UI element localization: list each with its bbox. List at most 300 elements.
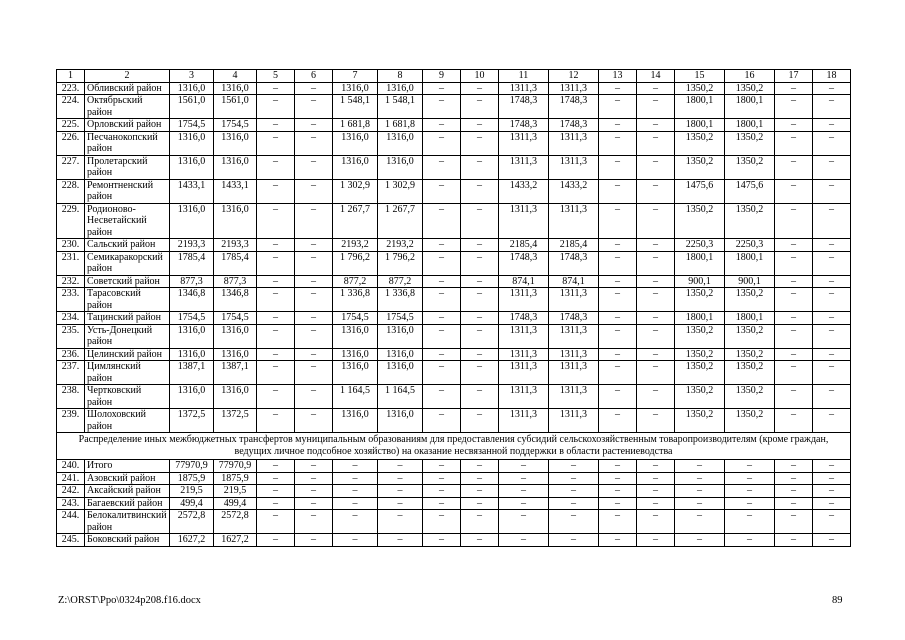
value-cell: 1316,0 [333, 82, 378, 95]
value-cell: – [499, 497, 549, 510]
table-row [57, 179, 851, 203]
value-cell: – [637, 95, 675, 119]
district-name-cell: Багаевский район [85, 497, 170, 510]
section-heading: Распределение иных межбюджетных трансфертов муниципальным образованиям для предоставления субсидий сельскохозяйственным товаропроизводителям (кроме граждан, ведущих личное подсобное хозяйство) на оказание несвязанной поддержки в области растениеводства [57, 433, 851, 460]
value-cell: – [725, 534, 775, 547]
table-row [57, 361, 851, 385]
value-cell: – [461, 324, 499, 348]
district-name-cell: Пролетарский район [85, 155, 170, 179]
value-cell: – [333, 497, 378, 510]
district-name-cell: Боковский район [85, 534, 170, 547]
value-cell: – [295, 288, 333, 312]
row-number-cell: 227. [57, 155, 85, 179]
row-number-cell: 245. [57, 534, 85, 547]
value-cell: – [813, 361, 851, 385]
value-cell: 1 302,9 [378, 179, 423, 203]
value-cell: – [813, 179, 851, 203]
value-cell: – [549, 460, 599, 473]
value-cell: – [637, 460, 675, 473]
value-cell: – [637, 131, 675, 155]
value-cell: – [775, 82, 813, 95]
value-cell: 1 336,8 [333, 288, 378, 312]
district-name-cell: Песчанокопский район [85, 131, 170, 155]
value-cell: 1316,0 [333, 324, 378, 348]
value-cell: – [461, 95, 499, 119]
row-number-cell: 243. [57, 497, 85, 510]
value-cell: 1311,3 [549, 348, 599, 361]
value-cell: – [775, 95, 813, 119]
budget-table [56, 69, 851, 547]
value-cell: – [423, 361, 461, 385]
value-cell: – [333, 460, 378, 473]
value-cell: 1311,3 [499, 348, 549, 361]
value-cell: 1785,4 [170, 251, 214, 275]
value-cell: – [813, 472, 851, 485]
value-cell: 1316,0 [333, 348, 378, 361]
value-cell: 1372,5 [214, 409, 257, 433]
value-cell: – [423, 460, 461, 473]
value-cell: – [333, 510, 378, 534]
value-cell: 1350,2 [725, 82, 775, 95]
value-cell: – [461, 275, 499, 288]
value-cell: – [813, 497, 851, 510]
value-cell: 1350,2 [725, 348, 775, 361]
row-number-cell: 235. [57, 324, 85, 348]
value-cell: – [599, 155, 637, 179]
value-cell: – [813, 155, 851, 179]
value-cell: – [775, 460, 813, 473]
value-cell: 77970,9 [170, 460, 214, 473]
value-cell: 1316,0 [378, 82, 423, 95]
value-cell: – [599, 131, 637, 155]
header-cell: 14 [637, 70, 675, 83]
value-cell: – [295, 119, 333, 132]
value-cell: – [461, 179, 499, 203]
value-cell: – [813, 275, 851, 288]
value-cell: – [813, 82, 851, 95]
value-cell: – [423, 348, 461, 361]
table-body [57, 70, 851, 547]
value-cell: – [257, 251, 295, 275]
value-cell: – [637, 312, 675, 325]
value-cell: – [813, 312, 851, 325]
value-cell: 1316,0 [378, 361, 423, 385]
table-row [57, 485, 851, 498]
row-number-cell: 239. [57, 409, 85, 433]
value-cell: 1 548,1 [378, 95, 423, 119]
value-cell: 1800,1 [675, 251, 725, 275]
value-cell: – [295, 485, 333, 498]
value-cell: – [549, 534, 599, 547]
value-cell: 1800,1 [725, 251, 775, 275]
value-cell: 1350,2 [725, 385, 775, 409]
value-cell: 1 548,1 [333, 95, 378, 119]
header-cell: 13 [599, 70, 637, 83]
value-cell: 877,3 [214, 275, 257, 288]
value-cell: 1433,1 [214, 179, 257, 203]
value-cell: – [813, 534, 851, 547]
value-cell: 1350,2 [675, 409, 725, 433]
value-cell: 1387,1 [170, 361, 214, 385]
value-cell: – [295, 155, 333, 179]
value-cell: 1316,0 [333, 361, 378, 385]
value-cell: 1311,3 [549, 155, 599, 179]
value-cell: 1350,2 [675, 155, 725, 179]
row-number-cell: 230. [57, 239, 85, 252]
value-cell: – [637, 409, 675, 433]
value-cell: – [775, 534, 813, 547]
row-number-cell: 236. [57, 348, 85, 361]
value-cell: – [257, 497, 295, 510]
value-cell: – [637, 485, 675, 498]
header-cell: 15 [675, 70, 725, 83]
value-cell: – [725, 460, 775, 473]
value-cell: – [599, 324, 637, 348]
value-cell: 1316,0 [170, 385, 214, 409]
value-cell: – [423, 131, 461, 155]
value-cell: – [257, 460, 295, 473]
row-number-cell: 232. [57, 275, 85, 288]
value-cell: – [599, 203, 637, 239]
value-cell: – [775, 385, 813, 409]
value-cell: 1311,3 [499, 288, 549, 312]
value-cell: – [461, 251, 499, 275]
value-cell: 1350,2 [725, 155, 775, 179]
value-cell: – [725, 485, 775, 498]
value-cell: – [599, 497, 637, 510]
value-cell: – [675, 497, 725, 510]
district-name-cell: Целинский район [85, 348, 170, 361]
table-row [57, 288, 851, 312]
value-cell: 2193,2 [333, 239, 378, 252]
value-cell: – [378, 460, 423, 473]
value-cell: – [725, 497, 775, 510]
header-cell: 17 [775, 70, 813, 83]
value-cell: – [775, 288, 813, 312]
value-cell: 1350,2 [675, 288, 725, 312]
value-cell: 1316,0 [214, 324, 257, 348]
value-cell: – [257, 203, 295, 239]
value-cell: – [461, 119, 499, 132]
district-name-cell: Итого [85, 460, 170, 473]
value-cell: – [423, 119, 461, 132]
district-name-cell: Тацинский район [85, 312, 170, 325]
value-cell: 1748,3 [549, 119, 599, 132]
row-number-cell: 228. [57, 179, 85, 203]
table-row [57, 239, 851, 252]
value-cell: – [461, 472, 499, 485]
value-cell: 1311,3 [499, 203, 549, 239]
value-cell: – [599, 409, 637, 433]
table-row [57, 324, 851, 348]
value-cell: 1754,5 [170, 312, 214, 325]
value-cell: 1311,3 [549, 82, 599, 95]
district-name-cell: Октябрьский район [85, 95, 170, 119]
value-cell: 1800,1 [675, 119, 725, 132]
value-cell: – [637, 119, 675, 132]
value-cell: 1875,9 [214, 472, 257, 485]
value-cell: – [295, 385, 333, 409]
value-cell: 1748,3 [549, 312, 599, 325]
value-cell: – [775, 239, 813, 252]
value-cell: – [499, 472, 549, 485]
row-number-cell: 224. [57, 95, 85, 119]
value-cell: – [599, 119, 637, 132]
value-cell: – [257, 95, 295, 119]
value-cell: – [599, 472, 637, 485]
value-cell: 1 681,8 [333, 119, 378, 132]
district-name-cell: Белокалитвинский район [85, 510, 170, 534]
value-cell: 219,5 [170, 485, 214, 498]
table-row [57, 95, 851, 119]
row-number-cell: 238. [57, 385, 85, 409]
value-cell: 1316,0 [170, 203, 214, 239]
value-cell: – [423, 497, 461, 510]
value-cell: – [499, 460, 549, 473]
value-cell: – [295, 460, 333, 473]
page-number: 89 [832, 595, 843, 606]
value-cell: – [423, 324, 461, 348]
value-cell: – [775, 409, 813, 433]
value-cell: – [499, 510, 549, 534]
value-cell: – [378, 510, 423, 534]
value-cell: – [599, 82, 637, 95]
value-cell: 1800,1 [675, 95, 725, 119]
value-cell: 1350,2 [725, 361, 775, 385]
value-cell: – [637, 155, 675, 179]
value-cell: 1350,2 [675, 348, 725, 361]
table-row [57, 119, 851, 132]
value-cell: 900,1 [725, 275, 775, 288]
value-cell: – [637, 361, 675, 385]
value-cell: – [257, 179, 295, 203]
value-cell: – [775, 348, 813, 361]
value-cell: 1311,3 [549, 288, 599, 312]
value-cell: 1754,5 [214, 119, 257, 132]
header-cell: 4 [214, 70, 257, 83]
value-cell: 874,1 [499, 275, 549, 288]
table-row [57, 460, 851, 473]
value-cell: – [813, 203, 851, 239]
value-cell: 1346,8 [214, 288, 257, 312]
value-cell: – [725, 510, 775, 534]
value-cell: – [295, 472, 333, 485]
value-cell: 1350,2 [675, 203, 725, 239]
value-cell: – [423, 409, 461, 433]
value-cell: – [461, 510, 499, 534]
value-cell: 1475,6 [725, 179, 775, 203]
value-cell: – [775, 472, 813, 485]
value-cell: – [333, 472, 378, 485]
value-cell: – [423, 534, 461, 547]
value-cell: – [333, 534, 378, 547]
value-cell: – [257, 324, 295, 348]
value-cell: – [423, 82, 461, 95]
value-cell: 1433,1 [170, 179, 214, 203]
value-cell: – [813, 485, 851, 498]
value-cell: – [549, 485, 599, 498]
value-cell: 1748,3 [499, 251, 549, 275]
row-number-cell: 225. [57, 119, 85, 132]
value-cell: 1311,3 [549, 203, 599, 239]
value-cell: – [775, 203, 813, 239]
value-cell: 1800,1 [725, 312, 775, 325]
value-cell: – [257, 155, 295, 179]
value-cell: – [813, 131, 851, 155]
value-cell: 1311,3 [549, 361, 599, 385]
value-cell: 499,4 [214, 497, 257, 510]
value-cell: 1748,3 [499, 312, 549, 325]
value-cell: – [423, 239, 461, 252]
value-cell: – [813, 385, 851, 409]
table-row [57, 497, 851, 510]
table-row [57, 510, 851, 534]
table-row [57, 312, 851, 325]
value-cell: 2185,4 [499, 239, 549, 252]
row-number-cell: 234. [57, 312, 85, 325]
value-cell: – [257, 288, 295, 312]
district-name-cell: Советский район [85, 275, 170, 288]
value-cell: – [257, 239, 295, 252]
header-cell: 7 [333, 70, 378, 83]
value-cell: 1311,3 [499, 131, 549, 155]
value-cell: – [295, 361, 333, 385]
header-cell: 12 [549, 70, 599, 83]
table-row [57, 534, 851, 547]
value-cell: – [257, 510, 295, 534]
value-cell: – [461, 312, 499, 325]
value-cell: – [813, 119, 851, 132]
value-cell: – [775, 510, 813, 534]
value-cell: – [423, 95, 461, 119]
value-cell: – [423, 510, 461, 534]
row-number-cell: 237. [57, 361, 85, 385]
value-cell: 1311,3 [499, 385, 549, 409]
value-cell: – [775, 361, 813, 385]
value-cell: – [813, 239, 851, 252]
value-cell: – [775, 275, 813, 288]
value-cell: – [295, 497, 333, 510]
value-cell: – [599, 251, 637, 275]
value-cell: 1754,5 [170, 119, 214, 132]
value-cell: – [257, 485, 295, 498]
value-cell: – [295, 324, 333, 348]
value-cell: 1316,0 [333, 131, 378, 155]
value-cell: – [637, 324, 675, 348]
district-name-cell: Азовский район [85, 472, 170, 485]
value-cell: 1311,3 [549, 131, 599, 155]
value-cell: 1754,5 [333, 312, 378, 325]
value-cell: 1346,8 [170, 288, 214, 312]
value-cell: 2193,3 [214, 239, 257, 252]
value-cell: 1350,2 [675, 385, 725, 409]
value-cell: 1350,2 [675, 82, 725, 95]
value-cell: 1561,0 [214, 95, 257, 119]
value-cell: 1350,2 [675, 361, 725, 385]
district-name-cell: Усть-Донецкий район [85, 324, 170, 348]
value-cell: 1350,2 [675, 131, 725, 155]
value-cell: 1433,2 [499, 179, 549, 203]
value-cell: – [637, 179, 675, 203]
value-cell: – [775, 324, 813, 348]
value-cell: 1311,3 [549, 409, 599, 433]
value-cell: – [257, 472, 295, 485]
value-cell: 1316,0 [378, 155, 423, 179]
header-cell: 8 [378, 70, 423, 83]
value-cell: 1350,2 [725, 324, 775, 348]
value-cell: 1475,6 [675, 179, 725, 203]
value-cell: – [813, 348, 851, 361]
value-cell: 1875,9 [170, 472, 214, 485]
row-number-cell: 233. [57, 288, 85, 312]
value-cell: 1754,5 [214, 312, 257, 325]
value-cell: – [378, 497, 423, 510]
value-cell: 1311,3 [499, 82, 549, 95]
value-cell: 1316,0 [170, 82, 214, 95]
value-cell: – [461, 485, 499, 498]
value-cell: – [599, 510, 637, 534]
value-cell: – [549, 510, 599, 534]
value-cell: 1627,2 [170, 534, 214, 547]
value-cell: 1316,0 [378, 348, 423, 361]
value-cell: – [675, 534, 725, 547]
header-cell: 11 [499, 70, 549, 83]
table-row [57, 82, 851, 95]
value-cell: 1387,1 [214, 361, 257, 385]
header-row [57, 70, 851, 83]
value-cell: 900,1 [675, 275, 725, 288]
value-cell: 1316,0 [378, 131, 423, 155]
district-name-cell: Обливский район [85, 82, 170, 95]
value-cell: – [599, 239, 637, 252]
row-number-cell: 223. [57, 82, 85, 95]
value-cell: – [599, 385, 637, 409]
value-cell: – [813, 251, 851, 275]
header-cell: 16 [725, 70, 775, 83]
value-cell: – [257, 275, 295, 288]
value-cell: – [423, 155, 461, 179]
table-row [57, 275, 851, 288]
value-cell: – [599, 460, 637, 473]
value-cell: 1561,0 [170, 95, 214, 119]
value-cell: 1 267,7 [378, 203, 423, 239]
value-cell: 1350,2 [725, 131, 775, 155]
value-cell: – [257, 312, 295, 325]
value-cell: – [295, 348, 333, 361]
value-cell: – [295, 95, 333, 119]
value-cell: – [295, 239, 333, 252]
value-cell: 1311,3 [499, 409, 549, 433]
value-cell: – [775, 485, 813, 498]
value-cell: 77970,9 [214, 460, 257, 473]
value-cell: 877,3 [170, 275, 214, 288]
value-cell: 1785,4 [214, 251, 257, 275]
header-cell: 18 [813, 70, 851, 83]
value-cell: – [775, 119, 813, 132]
value-cell: – [295, 534, 333, 547]
value-cell: 1316,0 [378, 409, 423, 433]
header-cell: 2 [85, 70, 170, 83]
value-cell: 1 681,8 [378, 119, 423, 132]
value-cell: – [295, 510, 333, 534]
value-cell: – [637, 239, 675, 252]
value-cell: – [461, 288, 499, 312]
value-cell: 1627,2 [214, 534, 257, 547]
value-cell: 1350,2 [725, 203, 775, 239]
header-cell: 6 [295, 70, 333, 83]
value-cell: – [295, 275, 333, 288]
value-cell: 1316,0 [214, 385, 257, 409]
